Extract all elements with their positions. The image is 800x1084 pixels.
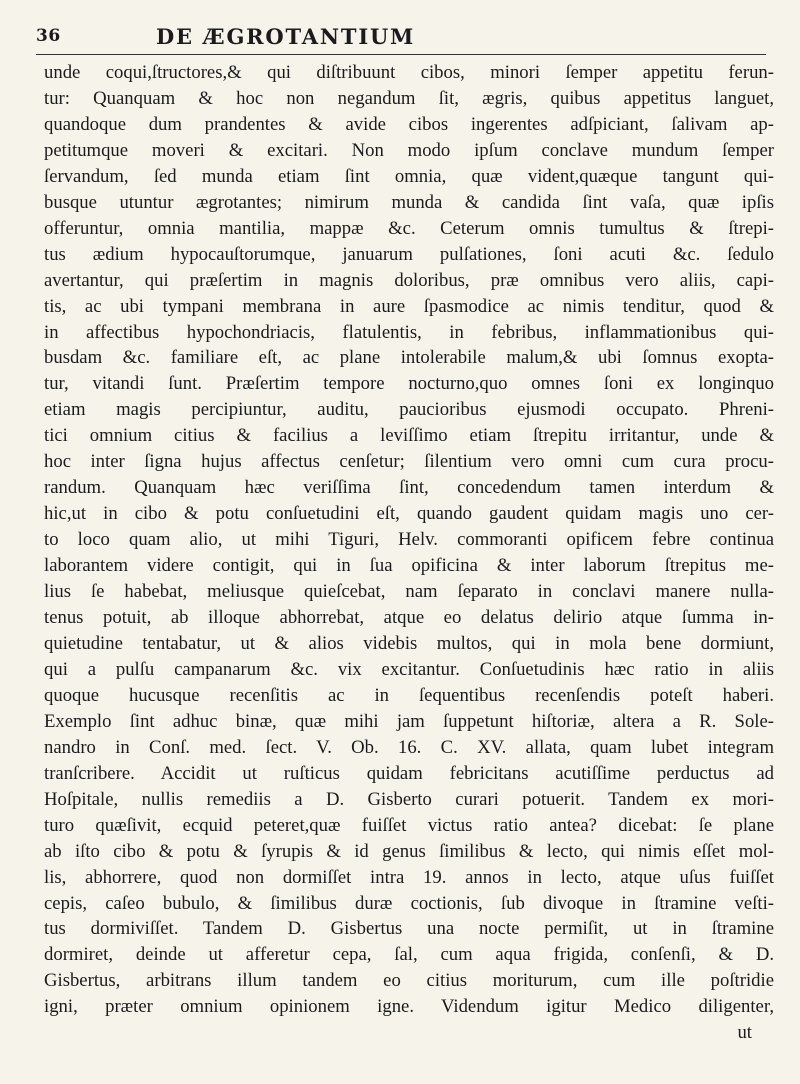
text-line: in affectibus hypochondriacis, flatulentis, in febribus, inflammationibus qui- — [44, 321, 774, 343]
text-line: offeruntur, omnia mantilia, mappæ &c. Ceterum omnis tumultus & ſtrepi- — [44, 217, 774, 239]
text-line: hic,ut in cibo & potu conſuetudini eſt, quando gaudent quidam magis uno cer- — [44, 503, 774, 525]
text-line: unde coqui,ſtructores,& qui diſtribuunt cibos, minori ſemper appetitu ferun- — [44, 62, 774, 83]
text-line: tur, vitandi ſunt. Præſertim tempore nocturno,quo omnes ſoni ex longinquo — [44, 373, 774, 395]
text-line: tus ædium hypocauſtorumque, januarum pulſationes, ſoni acuti &c. ſedulo — [44, 243, 774, 265]
text-line: nandro in Conſ. med. ſect. V. Ob. 16. C. XV. allata, quam lubet integram — [44, 736, 774, 758]
text-line: to loco quam alio, ut mihi Tiguri, Helv. commoranti opificem febre continua — [44, 529, 774, 551]
catchword: ut — [737, 1022, 752, 1044]
text-line: tenus potuit, ab illoque abhorrebat, atque eo delatus delirio atque ſumma in- — [44, 607, 774, 629]
running-title: DE ÆGROTANTIUM — [156, 24, 416, 49]
text-line: avertantur, qui præſertim in magnis doloribus, præ omnibus vero aliis, capi- — [44, 269, 774, 291]
text-line: turo quæſivit, ecquid peteret,quæ fuiſſet victus ratio antea? dicebat: ſe plane — [44, 814, 774, 836]
text-line: randum. Quanquam hæc veriſſima ſint, concedendum tamen interdum & — [44, 477, 774, 499]
text-line: dormiret, deinde ut afferetur cepa, ſal, cum aqua frigida, conſenſi, & D. — [44, 944, 774, 966]
text-line: tici omnium citius & facilius a leviſſimo etiam ſtrepitu irritantur, unde & — [44, 425, 774, 447]
text-line: Gisbertus, arbitrans illum tandem eo citius moriturum, cum ille poſtridie — [44, 970, 774, 992]
text-line: quietudine tentabatur, ut & alios videbis multos, qui in mola bene dormiunt, — [44, 632, 774, 654]
text-line: quoque hucusque recenſitis ac in ſequentibus recenſendis poteſt haberi. — [44, 684, 774, 706]
text-line: quandoque dum prandentes & avide cibos ingerentes adſpiciant, ſalivam ap- — [44, 113, 774, 135]
text-line: lis, abhorrere, quod non dormiſſet intra 19. annos in lecto, atque uſus fuiſſet — [44, 866, 774, 888]
text-line: tranſcribere. Accidit ut ruſticus quidam febricitans acutiſſime perductus ad — [44, 762, 774, 784]
text-line: tur: Quanquam & hoc non negandum ſit, ægris, quibus appetitus languet, — [44, 87, 774, 109]
text-line: petitumque moveri & excitari. Non modo ipſum conclave mundum ſemper — [44, 139, 774, 161]
text-line: busque utuntur ægrotantes; nimirum munda & candida ſint vaſa, quæ ipſis — [44, 191, 774, 213]
text-line: ab iſto cibo & potu & ſyrupis & id genus ſimilibus & lecto, qui nimis eſſet mol- — [44, 840, 774, 862]
page-header — [36, 24, 766, 55]
text-line: hoc inter ſigna hujus affectus cenſetur; ſilentium vero omni cum cura procu- — [44, 451, 774, 473]
text-line: etiam magis percipiuntur, auditu, paucioribus ejusmodi occupato. Phreni- — [44, 399, 774, 421]
text-line: laborantem videre contigit, qui in ſua opificina & inter laborum ſtrepitus me- — [44, 555, 774, 577]
text-line: busdam &c. familiare eſt, ac plane intolerabile malum,& ubi ſomnus exopta- — [44, 347, 774, 369]
text-line: lius ſe habebat, meliusque quieſcebat, nam ſeparato in conclavi manere nulla- — [44, 581, 774, 603]
text-line: tus dormiviſſet. Tandem D. Gisbertus una nocte permiſit, ut in ſtramine — [44, 918, 774, 940]
text-line: ſervandum, ſed munda etiam ſint omnia, quæ vident,quæque tangunt qui- — [44, 165, 774, 187]
body-text — [44, 60, 774, 1046]
text-line: qui a pulſu campanarum &c. vix excitantur. Conſuetudinis hæc ratio in aliis — [44, 658, 774, 680]
text-line: igni, præter omnium opinionem igne. Videndum igitur Medico diligenter, — [44, 996, 774, 1018]
text-line: tis, ac ubi tympani membrana in aure ſpasmodice ac nimis tenditur, quod & — [44, 295, 774, 317]
text-line: Hoſpitale, nullis remediis a D. Gisberto curari potuerit. Tandem ex mori- — [44, 788, 774, 810]
text-line: cepis, caſeo bubulo, & ſimilibus duræ coctionis, ſub divoque in ſtramine veſti- — [44, 892, 774, 914]
page-number: 36 — [36, 26, 61, 46]
text-line: Exemplo ſint adhuc binæ, quæ mihi jam ſuppetunt hiſtoriæ, altera a R. Sole- — [44, 710, 774, 732]
